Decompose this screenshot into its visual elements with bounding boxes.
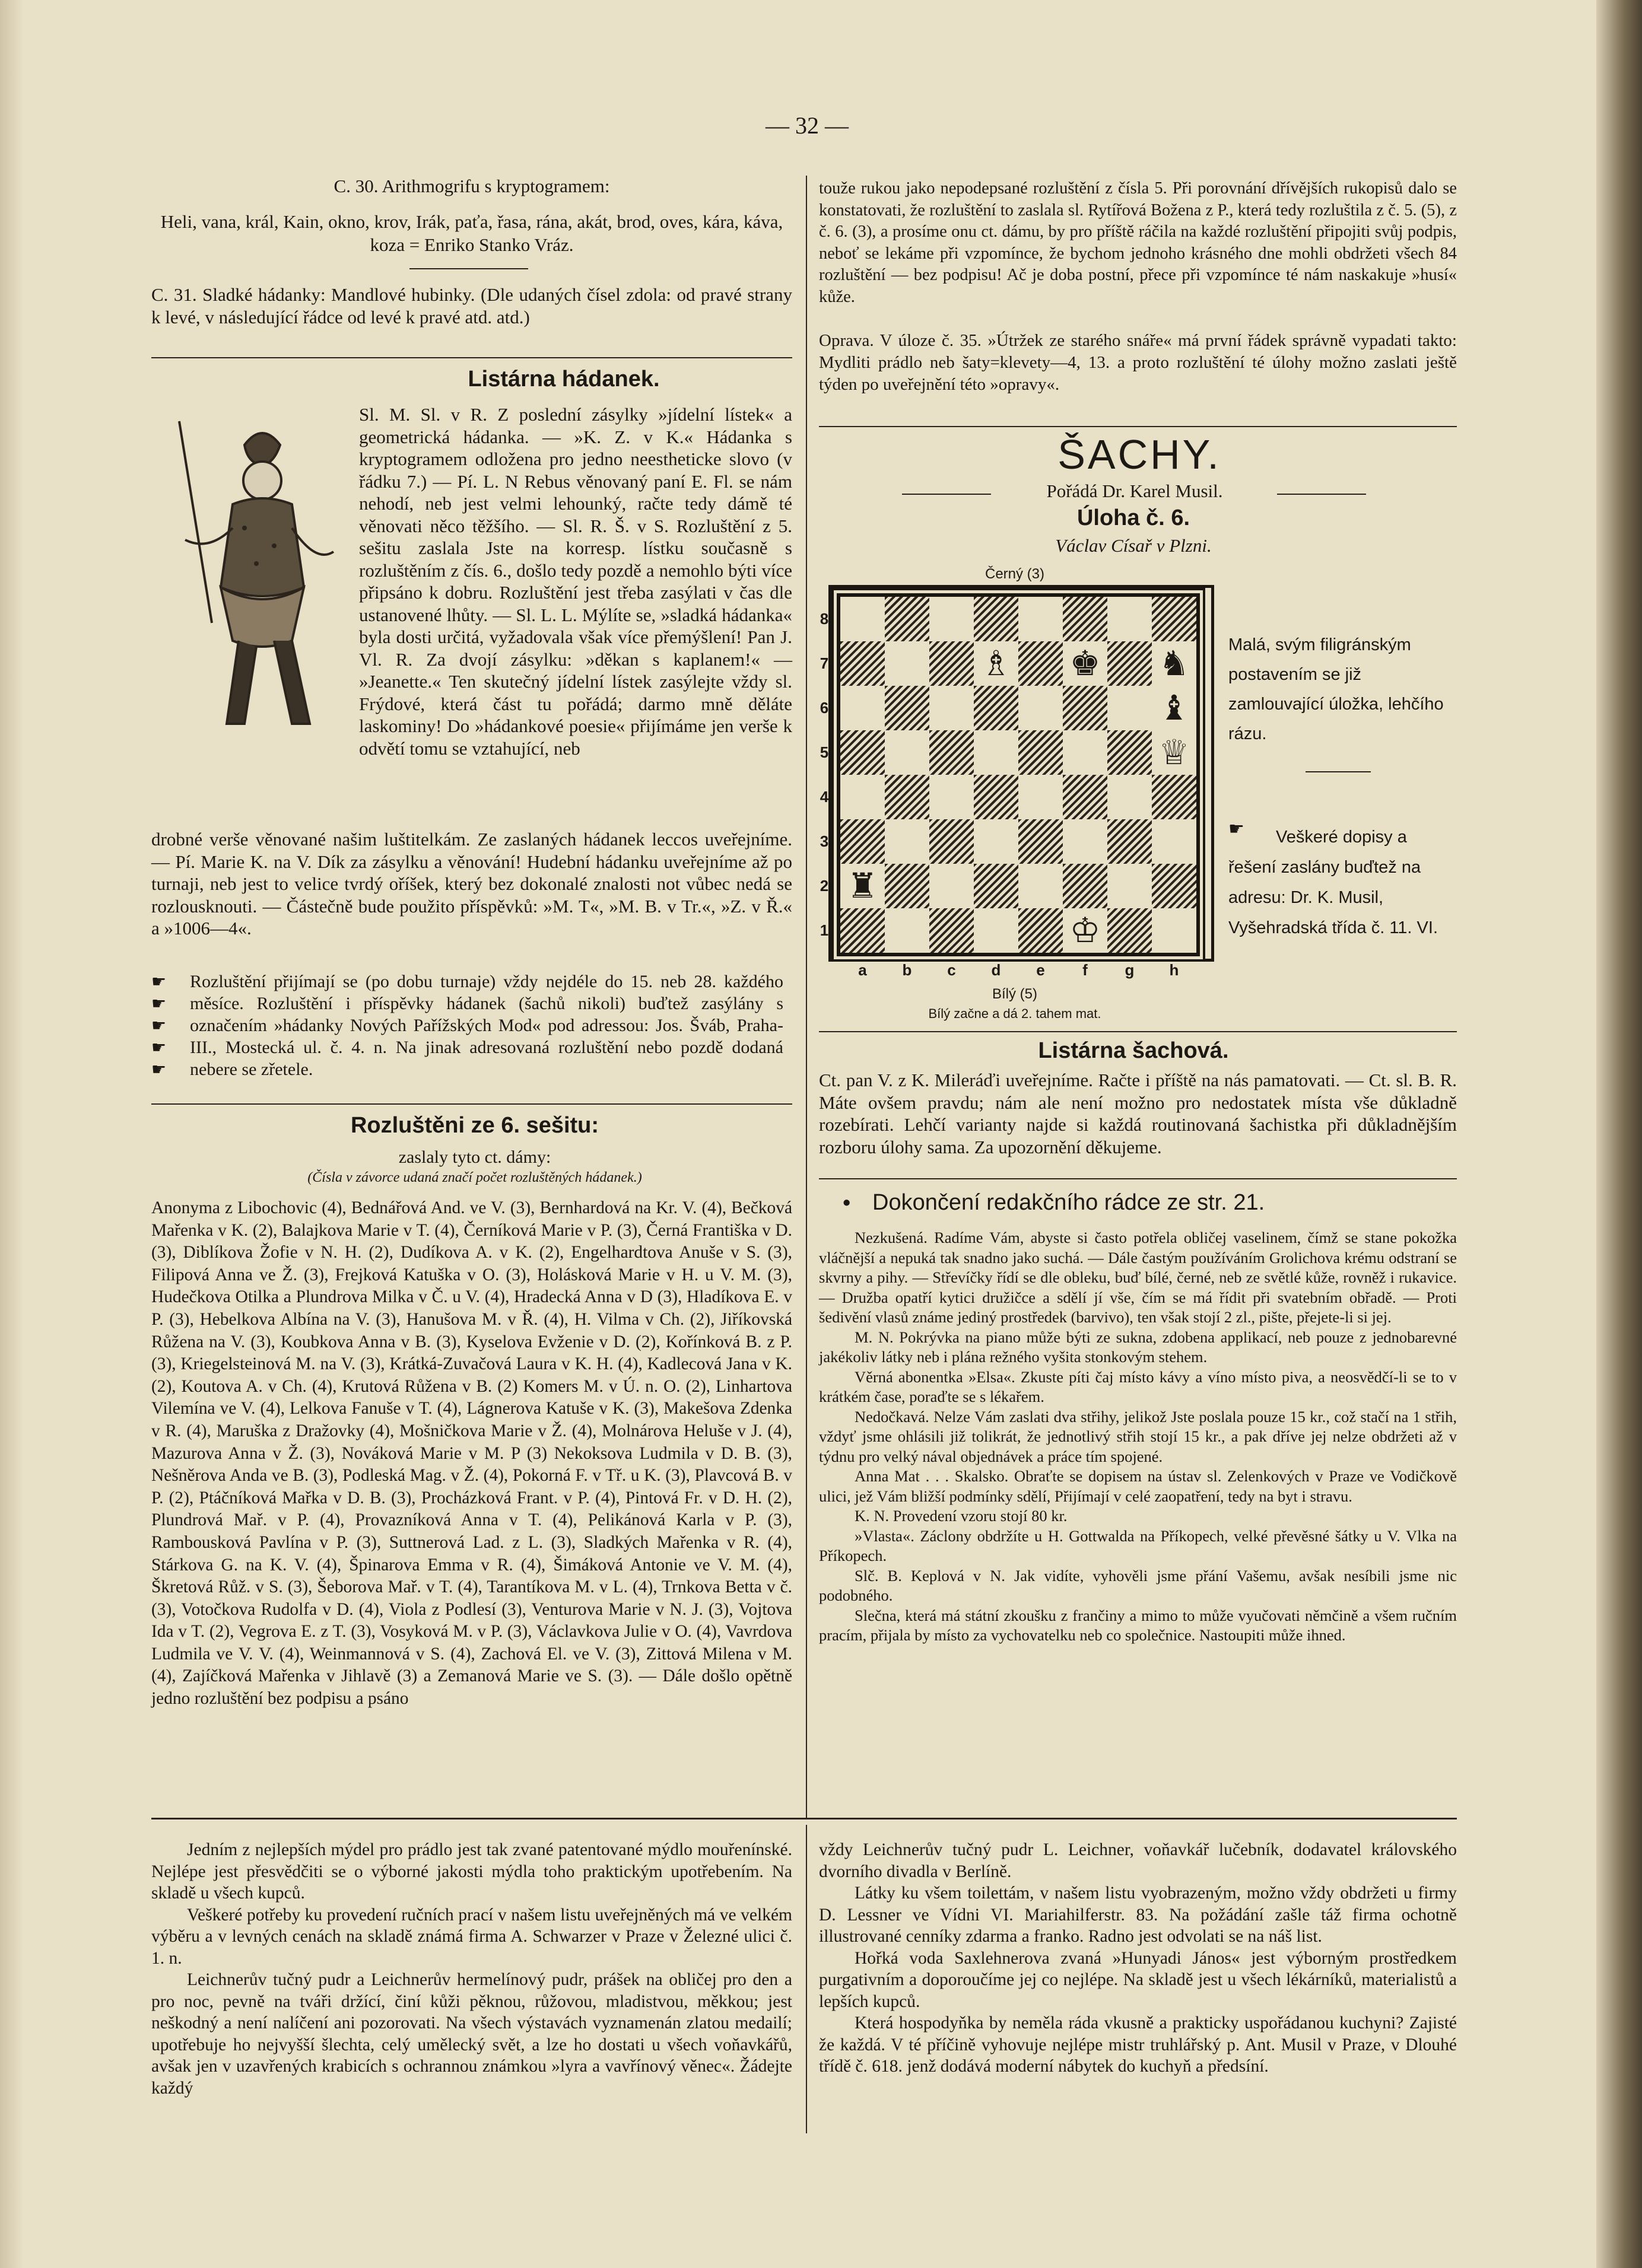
square-e6 [1018, 686, 1063, 730]
square-g8 [1107, 597, 1152, 641]
square-a1 [840, 908, 885, 953]
rank-label: 7 [820, 654, 829, 672]
square-e4 [1018, 775, 1063, 819]
square-d2 [974, 864, 1018, 908]
square-e3 [1018, 819, 1063, 864]
listarna-sachova-title: Listárna šachová. [1038, 1038, 1229, 1063]
bottom-section-rule [151, 1818, 1457, 1820]
square-a4 [840, 775, 885, 819]
rank-label: 2 [820, 877, 829, 895]
black-king-f7: ♚ [1063, 641, 1107, 686]
square-c8 [929, 597, 974, 641]
square-g5 [1107, 730, 1152, 775]
square-c2 [929, 864, 974, 908]
advice-column [819, 1228, 1457, 1646]
square-g2 [1107, 864, 1152, 908]
column-divider [806, 176, 807, 1818]
square-b5 [885, 730, 929, 775]
black-rook-a2: ♜ [840, 864, 885, 908]
rank-label: 5 [820, 743, 829, 761]
rozlusteni-note: (Čísla v závorce udaná značí počet rozluštěných hádanek.) [307, 1170, 642, 1185]
file-label: d [991, 961, 1001, 979]
listarna-hadanek-title: Listárna hádanek. [468, 367, 660, 392]
file-label: e [1036, 961, 1045, 979]
white-queen-h5: ♕ [1152, 730, 1196, 775]
square-g6 [1107, 686, 1152, 730]
column-divider [806, 1825, 807, 2133]
square-g3 [1107, 819, 1152, 864]
ad-item: Látky ku všem toilettám, v našem listu vyobrazeným, možno vždy obdržeti u firmy D. Lessner ve Vídni VI. Mariahilferstr. 83. Na požádání zašle táž firma ochotně illustrované cenníky zdarma a franko. Radno jest odvolati se na náš list. [819, 1884, 1457, 1946]
white-king-f1: ♔ [1063, 908, 1107, 953]
square-c1 [929, 908, 974, 953]
dokonceni-title: Dokončení redakčního rádce ze str. 21. [872, 1190, 1265, 1215]
square-b3 [885, 819, 929, 864]
square-d6 [974, 686, 1018, 730]
file-label: g [1125, 961, 1135, 979]
rank-label: 8 [820, 610, 829, 628]
c30-label: C. 30. Arithmogrifu s kryptogramem: [334, 176, 610, 196]
square-f4 [1063, 775, 1107, 819]
square-f8 [1063, 597, 1107, 641]
advice-item: Anna Mat . . . Skalsko. Obraťte se dopisem na ústav sl. Zelenkových v Praze ve Vodičkově ulici, jež Vám bližší podmínky sdělí, Přijímají v celé zaopatření, tedy na byt i stravu. [819, 1467, 1457, 1505]
section-rule [819, 1178, 1457, 1179]
ads-right [819, 1839, 1457, 2078]
square-b2 [885, 864, 929, 908]
ad-item: Veškeré potřeby ku provedení ručních prací v našem listu uveřejněných má ve velkém výběru a v levných cenách na skladě známá firma A. Schwarzer v Praze v Železné ulici č. 1. n. [151, 1905, 792, 1968]
file-label: b [902, 961, 912, 979]
book-binding [1596, 0, 1642, 2268]
square-e7 [1018, 641, 1063, 686]
square-g1 [1107, 908, 1152, 953]
square-c7 [929, 641, 974, 686]
square-a8 [840, 597, 885, 641]
square-f5 [1063, 730, 1107, 775]
square-a5 [840, 730, 885, 775]
move-note: Bílý začne a dá 2. tahem mat. [928, 1006, 1101, 1021]
continued-text: touže rukou jako nepodepsané rozluštění z čísla 5. Při porovnání dřívějších rukopisů dalo se konstatovati, že rozluštění to zaslala sl. Rytířová Božena z P., která tedy rozluštila z č. 5. (5), z č. 6. (3), a prosíme onu ct. dámu, by pro příště ráčila na každé rozluštění připojiti svůj podpis, neboť se lekáme při vzpomínce, že bychom jednoho krásného dne mohli obdržeti všech 84 rozluštění — bez podpisu! Ač je doba postní, přece při vzpomínce té nám naskakuje »husí« kůže. [819, 179, 1457, 306]
square-f2 [1063, 864, 1107, 908]
short-divider [409, 268, 528, 269]
square-b8 [885, 597, 929, 641]
oprava-text: Oprava. V úloze č. 35. »Útržek ze starého snáře« má první řádek správně vypadati takto: Mydliti prádlo neb šaty=klevety—4, 13. a proto rozluštění té úlohy možno zaslati ještě týden po uveřejnění této »opravy«. [819, 331, 1457, 394]
square-h5 [1152, 730, 1196, 775]
rozlusteni-title: Rozluštěni ze 6. sešitu: [350, 1113, 599, 1138]
listarna-hadanek-upper: Sl. M. Sl. v R. Z poslední zásylky »jídelní lístek« a geometrická hádanka. — »K. Z. v K.« Hádanka s kryptogramem odložena pro jedno neestheticke slovo (v řádku 7.) — Pí. L. N Rebus věnovaný paní E. Fl. se nám nehodí, neb jest velmi lehounký, račte tedy dámě té věnovati něco těžšího. — Sl. R. Š. v S. Rozluštění z 5. sešitu zaslala Jste na korresp. lístku současně s rozluštěním z čís. 6., došlo tedy pozdě a nemohlo býti více připsáno k dobru. Rozluštění jest třeba zasýlati v čas dle ustanovené lhůty. — Sl. L. L. Mýlíte se, »sladká hádanka« byla dosti určitá, vyžadovala však více přemýšlení! Pan J. Vl. R. Za dvojí zásylku: »děkan s kaplanem!« — »Jeanette.« Ten skutečný jídelní lístek zasýlejte vždy sl. Frýdové, která část tu pořádá; darmo mně děláte laskominy! Do »hádankové poesie« přijímáme jen verše k odvětí tomu se vztahující, neb [359, 404, 792, 759]
pointing-hand-icon: ☛ [1228, 819, 1244, 839]
square-b1 [885, 908, 929, 953]
square-g4 [1107, 775, 1152, 819]
decor-rule [902, 494, 991, 495]
square-b4 [885, 775, 929, 819]
advice-item: Věrná abonentka »Elsa«. Zkuste píti čaj místo kávy a víno místo piva, a neosvědčí-li se to v krátkém čase, poraďte se s lékařem. [819, 1367, 1457, 1405]
section-rule [151, 1103, 792, 1105]
advice-item: M. N. Pokrývka na piano může býti ze sukna, zdobena applikací, neb pouze z jednobarevné jakékoliv látky neb i plána režného vyšita stonkovým stehem. [819, 1328, 1457, 1366]
file-label: f [1082, 961, 1088, 979]
section-rule [819, 1031, 1457, 1032]
ad-item: Leichnerův tučný pudr a Leichnerův hermelínový pudr, prášek na obličej pro den a pro noc, pevně na tváři držící, činí kůži pěknou, růžovou, mladistvou, měkkou; jest neškodný a není nalíčení ani pozorovati. Na všech výstavách vyznamenán zlatou medailí; upotřebuje ho nejvyšší šlechta, celý umělecký svět, a lze ho dostati u všech voňavkářů, avšak jen v uzavřených krabicích s ochrannou známkou »lyra a vavřínový věnec«. Žádejte každý [151, 1970, 792, 2098]
square-d8 [974, 597, 1018, 641]
pointing-hand-icon: ☛ [151, 1060, 167, 1079]
advice-item: Nedočkavá. Nelze Vám zaslati dva střihy, jelikož Jste poslala pouze 15 kr., což stačí na 1 střih, vždyť jsme ohlásili již tolikrát, že jednotlivý střih stojí 15 kr., a pak dříve jej nelze obdržeti až v týdnu pro velký nával objednávek a práce tím spojené. [819, 1407, 1457, 1465]
advice-item: Slč. B. Keplová v N. Jak vidíte, vyhověli jsme přání Vašemu, avšak nesíbili jsme nic podobného. [819, 1566, 1457, 1604]
page-edge-shadow [0, 0, 24, 2268]
short-divider [1306, 771, 1371, 772]
section-rule [151, 357, 792, 358]
square-d3 [974, 819, 1018, 864]
square-a7 [840, 641, 885, 686]
square-c4 [929, 775, 974, 819]
square-e2 [1018, 864, 1063, 908]
square-h2 [1152, 864, 1196, 908]
square-h4 [1152, 775, 1196, 819]
c31-solution: C. 31. Sladké hádanky: Mandlové hubinky. (Dle udaných čísel zdola: od pravé strany k levé, v následující řádce od levé k pravé atd. atd.) [151, 284, 792, 327]
pointing-hand-icon: ☛ [151, 1038, 167, 1057]
file-label: c [947, 961, 956, 979]
square-d5 [974, 730, 1018, 775]
white-bishop-d7: ♗ [974, 641, 1018, 686]
uloha-title: Úloha č. 6. [1076, 505, 1190, 530]
uloha-author: Václav Císař v Plzni. [1055, 535, 1212, 556]
square-a6 [840, 686, 885, 730]
square-e8 [1018, 597, 1063, 641]
ad-item: Hořká voda Saxlehnerova zvaná »Hunyadi János« jest výborným prostředkem purgativním a doporoučíme jej co nejlépe. Na skladě jest u všech lékárníků, materialistů a lepších kupců. [819, 1948, 1457, 2011]
square-f6 [1063, 686, 1107, 730]
sachy-title: ŠACHY. [1057, 431, 1221, 478]
rozlusteni-subtitle: zaslaly tyto ct. dámy: [398, 1147, 551, 1167]
decor-rule [1277, 494, 1366, 495]
black-bishop-h6: ♝ [1152, 686, 1196, 730]
square-e1 [1018, 908, 1063, 953]
rank-label: 4 [820, 788, 829, 806]
square-h6 [1152, 686, 1196, 730]
square-h8 [1152, 597, 1196, 641]
pointing-hand-icon: ☛ [151, 994, 167, 1013]
ads-left [151, 1839, 792, 2099]
section-rule [819, 426, 1457, 427]
ad-item: vždy Leichnerův tučný pudr L. Leichner, voňavkář lučebník, dodavatel královského dvorního divadla v Berlíně. [819, 1840, 1457, 1881]
square-e5 [1018, 730, 1063, 775]
chess-board [837, 593, 1200, 956]
square-b7 [885, 641, 929, 686]
advice-item: Slečna, která má státní zkoušku z frančiny a mimo to může vyučovati němčině a všem ručním pracím, přijala by místo za vychovatelku neb co společnice. Nastoupiti může ihned. [819, 1606, 1457, 1644]
square-h3 [1152, 819, 1196, 864]
square-g7 [1107, 641, 1152, 686]
submission-notice: Rozluštění přijímají se (po dobu turnaje) vždy nejdéle do 15. neb 28. každého měsíce. Rozluštění i příspěvky hádanek (šachů nikoli) buďtež zasýlány s označením »hádanky Nových Pařížských Mod« pod adressou: Jos. Šváb, Praha-III., Mostecká ul. č. 4. n. Na jinak adresovaná rozluštění nebo pozdě dodaná nebere se zřetele. [190, 972, 783, 1079]
square-f3 [1063, 819, 1107, 864]
advice-item: K. N. Provedení vzoru stojí 80 kr. [855, 1507, 1068, 1525]
sachy-editor: Pořádá Dr. Karel Musil. [1046, 481, 1223, 501]
white-label: Bílý (5) [992, 986, 1037, 1002]
square-f7 [1063, 641, 1107, 686]
square-h7 [1152, 641, 1196, 686]
black-label: Černý (3) [984, 566, 1045, 582]
listarna-hadanek-lower: drobné verše věnované našim luštitelkám. Ze zaslaných hádanek leccos uveřejníme. — Pí. Marie K. na V. Dík za zásylku a věnování! Hudební hádanku uveřejníme až po turnaji, neb jest to velice tvrdý oříšek, který bez dokonalé znalosti not vůbec nedá se rozlousknouti. — Částečně bude použito příspěvků: »M. T«, »M. B. v Tr.«, »Z. v Ř.« a »1006—4«. [151, 829, 792, 939]
c30-solution: Heli, vana, král, Kain, okno, krov, Irák, paťa, řasa, rána, akát, brod, oves, kára, káva, koza = Enriko Stanko Vráz. [160, 211, 783, 255]
listarna-sachova-text: Ct. pan V. z K. Mileráďi uveřejníme. Račte i příště na nás pamatovati. — Ct. sl. B. R. Máte ovšem pravdu; nám ale není možno pro nedostatek místa vše důkladně rozebírati. Lehčí varianty najde si každá routinovaná šachistka při důkladnějším rozboru úlohy sama. Za upozornění děkujeme. [819, 1070, 1457, 1157]
rank-label: 1 [820, 921, 829, 939]
solver-list: Anonyma z Libochovic (4), Bednářová And. ve V. (3), Bernhardová na Kr. V. (4), Bečková Mařenka v K. (2), Balajkova Marie v T. (4), Černíková Marie v P. (3), Černá Františka v D. (3), Diblíkova Žofie v N. H. (2), Dudíkova A. v K. (2), Engelhardtova Anuše v S. (3), Filipová Anna ve Ž. (3), Frejková Katuška v O. (3), Holásková Marie v H. u V. M. (3), Hudečkova Otilka a Plundrova Milka v Č. u V. (4), Hradecká Anna v D (3), Hladíkova E. v P. (3), Hebelkova Albína na V. (3), Hanušova M. v Ř. (4), H. Vilma v Ch. (2), Jiříkovská Růžena na V. (3), Koubkova Anna v B. (3), Kyselova Evženie v D. (2), Kořínková B. z P. (3), Kriegelsteinová M. na V. (3), Krátká-Zuvačová Laura v K. H. (4), Kadlecová Jana v K. (2), Koutova A. v Ch. (4), Krutová Růžena v B. (2) Komers M. v Ú. n. O. (2), Linhartova Vilemína ve V. (4), Lelkova Fanuše v T. (4), Lágnerova Katuše v K. (3), Makešova Zdenka v R. (4), Maruška z Dražovky (4), Mošničkova Marie v Ž. (4), Molnárova Heluše v J. (4), Mazurova Anna v Ž. (3), Nováková Marie v M. P (3) Nekoksova Ludmila v D. B. (3), Nešněrova Anda ve B. (3), Podleská Mag. v Ž. (4), Pokorná F. v Tř. u K. (3), Plavcová B. v P. (2), Ptáčníková Mařka v D. B. (3), Procházková Frant. v P. (4), Pintová Fr. v D. H. (2), Plundrová Mař. v P. (4), Provazníková Anna v T. (4), Pelikánová Karla v P. (3), Rambousková Pavlína v P. (3), Suttnerová Lad. z L. (3), Sladkých Mařenka v R. (4), Stárkova G. na K. V. (4), Špinarova Emma v R. (4), Šimáková Antonie ve V. M. (4), Škretová Růž. v S. (3), Šeborova Mař. v T. (4), Tarantíkova M. v L. (4), Trnkova Betta v č. (3), Votočkova Rudolfa v D. (4), Viola z Podlesí (3), Venturova Marie v N. J. (3), Vojtova Ida v T. (2), Vegrova E. z T. (3), Vosyková M. v P. (3), Václavkova Julie v O. (4), Vavrdova Ludmila ve V. V. (4), Weinmannová v S. (4), Zachová El. ve V. (3), Zittová Milena v M. (4), Zajíčková Mařenka v Jihlavě (3) a Zemanová Marie ve S. (3). — Dále došlo opětně jedno rozluštění bez podpisu a psáno [151, 1198, 792, 1709]
square-f1 [1063, 908, 1107, 953]
advice-item: Nezkušená. Radíme Vám, abyste si často potřela obličej vaselinem, čímž se stane pokožka vláčnější a nepuká tak snadno jako suchá. — Dále častým používáním Grolichova krému odstraní se skvrny a pihy. — Střevíčky řídí se dle obleku, buď bílé, černé, neb ze světlé kůže, rovněž i rukavice. — Družba opatří kytici družičce a sdělí jí vše, čím se má řídit při svatebním obřadě. — Proti šedivění vlasů známe jediný prostředek (barvivo), ten však stojí 2 zl., pište, přejete-li si jej. [819, 1229, 1457, 1326]
square-c3 [929, 819, 974, 864]
jester-illustration [155, 409, 345, 742]
square-d1 [974, 908, 1018, 953]
pointing-hand-icon: ☛ [151, 1016, 167, 1035]
ad-item: Která hospodyňka by neměla ráda vkusně a prakticky uspořádanou kuchyni? Zajisté že každá. V té příčině vyhovuje nejlépe mistr truhlářský p. Ant. Musil v Praze, v Dlouhé třídě č. 618. jenž dodává moderní nábytek do kuchyň a předsíní. [819, 2013, 1457, 2076]
square-d4 [974, 775, 1018, 819]
square-d7 [974, 641, 1018, 686]
rank-label: 3 [820, 832, 829, 850]
file-label: a [858, 961, 867, 979]
ad-item: Jedním z nejlepších mýdel pro prádlo jest tak zvané patentované mýdlo mouřenínské. Nejlépe jest přesvědčiti se o výborné jakosti mýdla toho praktickým upotřebením. Na skladě u všech kupců. [151, 1840, 792, 1903]
bullet-icon: • [843, 1191, 851, 1216]
file-label: h [1169, 961, 1179, 979]
square-h1 [1152, 908, 1196, 953]
problem-comment: Malá, svým filigránským postavením se již zamlouvající úložka, lehčího rázu. [1228, 635, 1444, 743]
advice-item: »Vlasta«. Záclony obdržíte u H. Gottwalda na Příkopech, velké převěsné šátky u V. Vlka na Příkopech. [819, 1526, 1457, 1564]
square-a2 [840, 864, 885, 908]
square-a3 [840, 819, 885, 864]
black-knight-h7: ♞ [1152, 641, 1196, 686]
rank-label: 6 [820, 699, 829, 717]
square-c6 [929, 686, 974, 730]
page-number: — 32 — [766, 112, 849, 139]
chess-letters-address: Veškeré dopisy a řešení zaslány buďtež na adresu: Dr. K. Musil, Vyšehradská třída č. 11. VI. [1228, 828, 1438, 937]
square-b6 [885, 686, 929, 730]
pointing-hand-icon: ☛ [151, 972, 167, 991]
square-c5 [929, 730, 974, 775]
